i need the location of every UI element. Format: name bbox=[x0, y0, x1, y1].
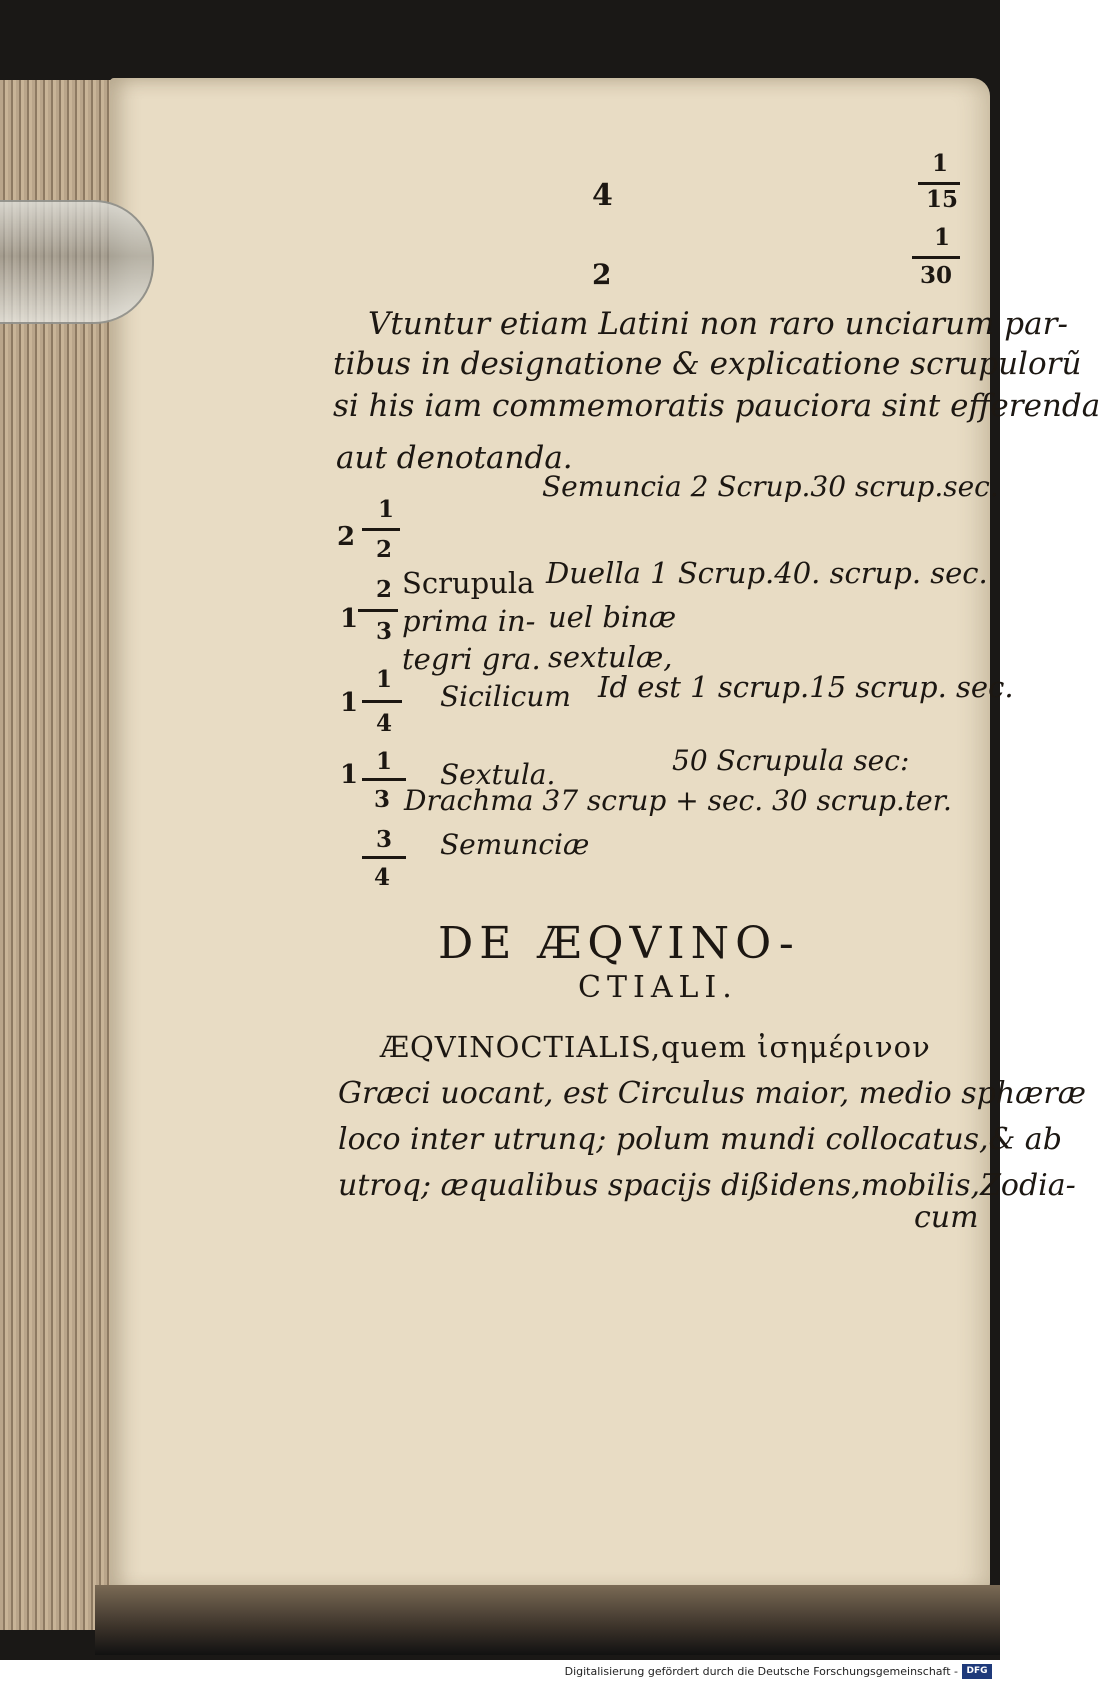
r2-denominator: 3 bbox=[376, 618, 393, 645]
sicilicum-label: Sicilicum bbox=[440, 680, 571, 713]
r2-numerator: 2 bbox=[376, 576, 393, 603]
r1-whole: 2 bbox=[337, 522, 356, 552]
frac1-numerator: 1 bbox=[932, 150, 949, 177]
sextula-label: Sextula. bbox=[440, 758, 556, 791]
semunciae-label: Semunciæ bbox=[440, 828, 590, 861]
r1-denominator: 2 bbox=[376, 536, 393, 563]
frac2-denominator: 30 bbox=[920, 262, 953, 289]
book-bottom-shadow bbox=[95, 1585, 1000, 1655]
uel-binae-label: uel binæ bbox=[548, 600, 677, 634]
r2-bar bbox=[358, 609, 398, 612]
semuncia-line: Semuncia 2 Scrup.30 scrup.sec. bbox=[542, 470, 999, 503]
r5-denominator: 4 bbox=[374, 864, 391, 891]
para-line-3: loco inter utrunq; polum mundi collocatus,& ab bbox=[338, 1122, 1062, 1157]
frac1-bar bbox=[918, 182, 960, 185]
r4-bar bbox=[362, 778, 406, 781]
r1-bar bbox=[362, 528, 400, 531]
body-line-4: aut denotanda. bbox=[336, 440, 573, 476]
tegri-gra-label: tegri gra. bbox=[402, 642, 541, 676]
drachma-line: Drachma 37 scrup + sec. 30 scrup.ter. bbox=[404, 784, 952, 817]
r4-numerator: 1 bbox=[376, 748, 393, 775]
page-clip bbox=[0, 200, 154, 324]
r4-denominator: 3 bbox=[374, 786, 391, 813]
id-est-line: Id est 1 scrup.15 scrup. sec. bbox=[598, 670, 1014, 704]
r5-numerator: 3 bbox=[376, 826, 393, 853]
r5-bar bbox=[362, 856, 406, 859]
para-line-4: utroq; æqualibus spacijs dißidens,mobilis,Zodia- bbox=[338, 1168, 1076, 1203]
r2-whole: 1 bbox=[340, 604, 359, 634]
scrupula-sec-line: 50 Scrupula sec: bbox=[672, 744, 910, 777]
scrupula-label: Scrupula bbox=[402, 566, 535, 600]
body-line-2: tibus in designatione & explicatione scrupulorũ bbox=[333, 346, 1082, 382]
frac2-bar bbox=[912, 256, 960, 259]
body-line-3: si his iam commemoratis pauciora sint efferenda bbox=[333, 388, 1100, 424]
top-number-four: 4 bbox=[592, 178, 613, 213]
footer-credit: Digitalisierung gefördert durch die Deutsche Forschungsgemeinschaft - bbox=[564, 1665, 958, 1678]
footer-bar bbox=[0, 1660, 1000, 1689]
section-heading-line2: CTIALI. bbox=[578, 970, 738, 1005]
body-line-1: Vtuntur etiam Latini non raro unciarum par- bbox=[368, 306, 1068, 342]
r3-whole: 1 bbox=[340, 688, 359, 718]
section-heading-line1: DE ÆQVINO- bbox=[438, 918, 800, 969]
r4-whole: 1 bbox=[340, 760, 359, 790]
dfg-logo: DFG bbox=[962, 1664, 992, 1679]
frac1-denominator: 15 bbox=[926, 186, 959, 213]
r3-denominator: 4 bbox=[376, 710, 393, 737]
prima-in-label: prima in- bbox=[402, 604, 536, 638]
r3-numerator: 1 bbox=[376, 666, 393, 693]
para-line-1: ÆQVINOCTIALIS,quem ἰσημέρινον bbox=[380, 1030, 931, 1064]
r3-bar bbox=[362, 700, 402, 703]
para-line-5-catchword: cum bbox=[914, 1200, 979, 1235]
duella-line: Duella 1 Scrup.40. scrup. sec. bbox=[546, 556, 988, 590]
para-line-2: Græci uocant, est Circulus maior, medio sphæræ bbox=[338, 1076, 1086, 1111]
sextulae-label: sextulæ, bbox=[548, 640, 673, 674]
frac2-numerator: 1 bbox=[934, 224, 951, 251]
top-number-two: 2 bbox=[592, 258, 612, 291]
r1-numerator: 1 bbox=[378, 496, 395, 523]
